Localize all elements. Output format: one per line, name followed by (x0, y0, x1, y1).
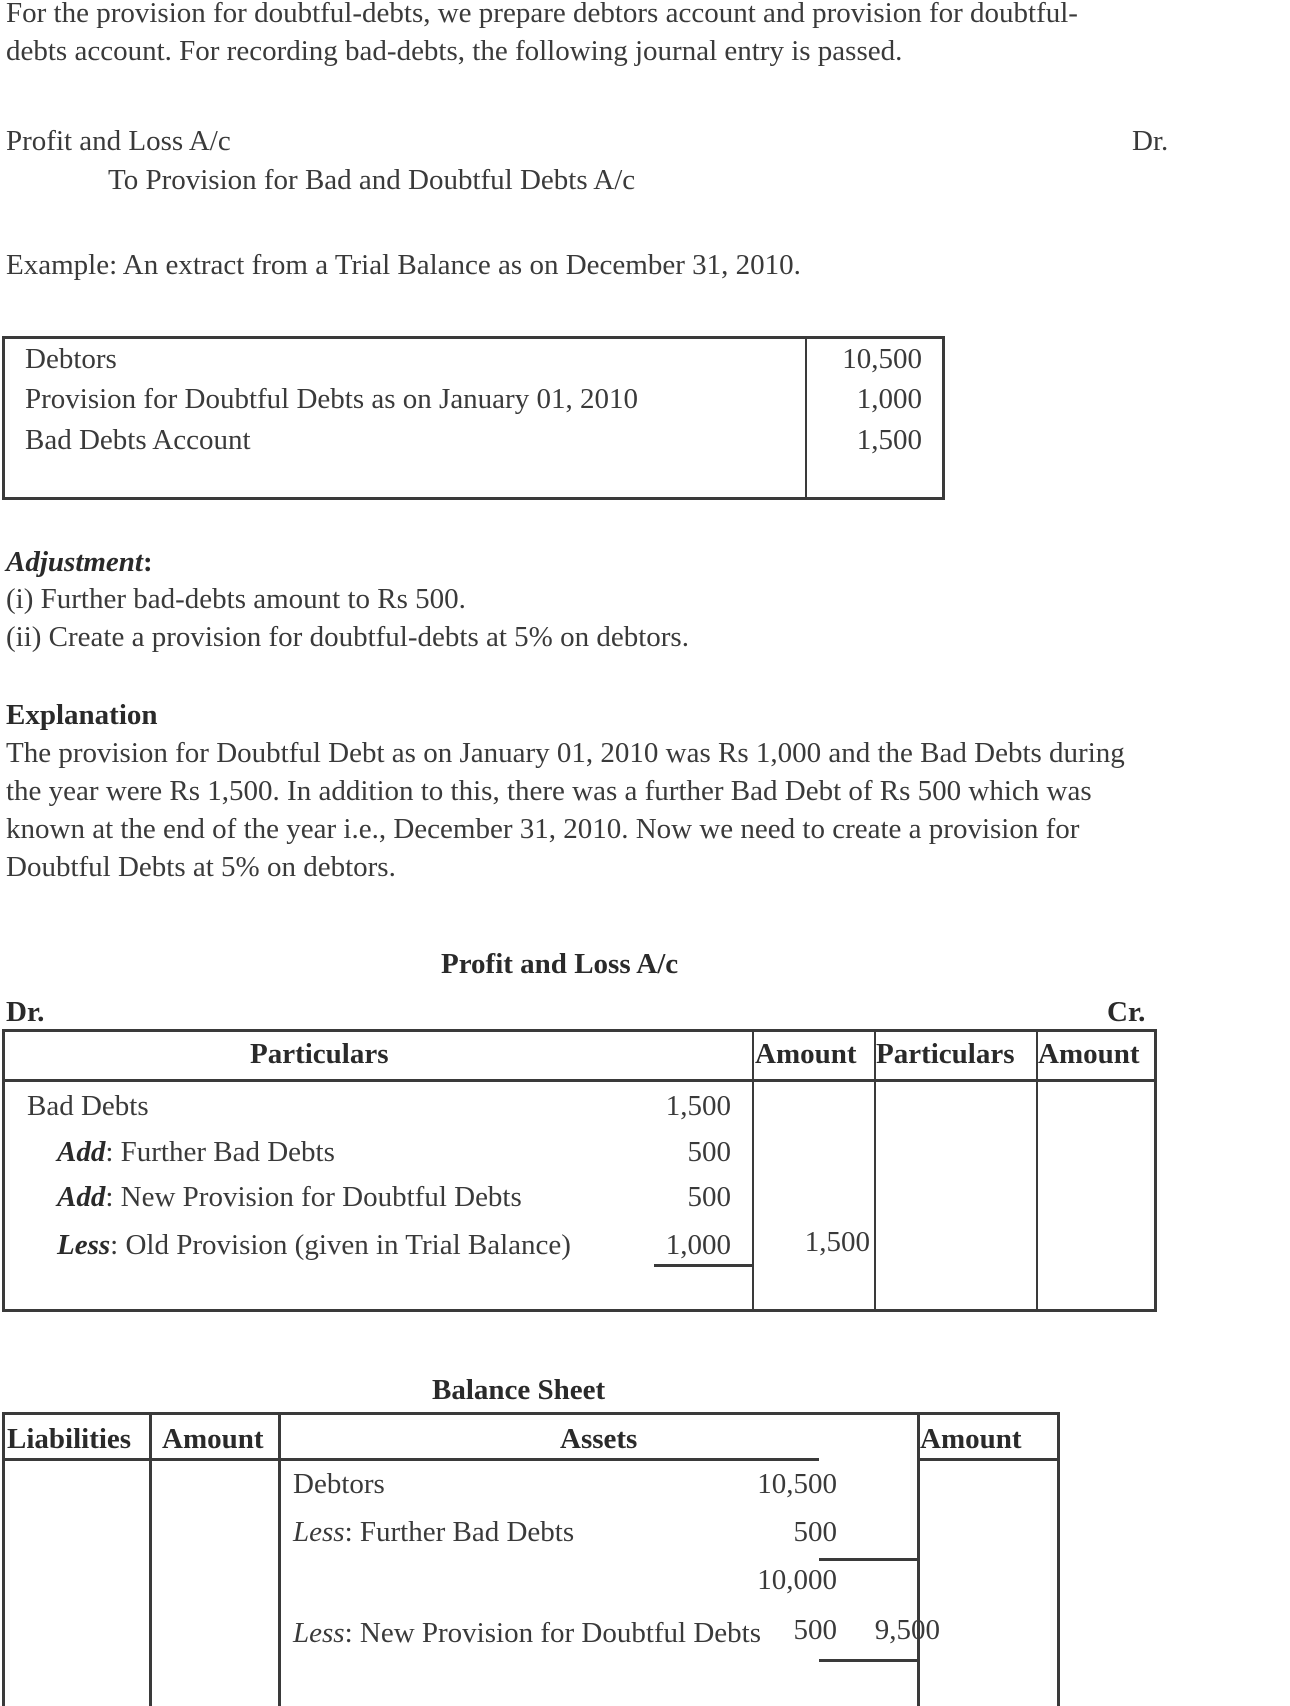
pl-row-text: : New Provision for Doubtful Debts (105, 1181, 522, 1213)
tb-label: Debtors (25, 343, 117, 375)
adjustment-colon: : (143, 546, 153, 578)
bs-row-label (293, 1516, 574, 1549)
bs-title: Balance Sheet (432, 1374, 606, 1406)
explanation-line: The provision for Doubtful Debt as on January 01, 2010 was Rs 1,000 and the Bad Debts during (6, 737, 1125, 769)
explanation-line: Doubtful Debts at 5% on debtors. (6, 851, 396, 883)
pl-total-amount: 1,500 (804, 1226, 870, 1258)
less-prefix: Less (57, 1229, 111, 1261)
tb-amount: 10,500 (842, 343, 922, 375)
pl-row-label (57, 1229, 571, 1262)
subtotal-underline (654, 1264, 752, 1267)
column-divider (1036, 1032, 1038, 1309)
pl-header-particulars: Particulars (250, 1038, 389, 1070)
bs-row-text: : Further Bad Debts (344, 1516, 575, 1548)
pl-header-amount-cr: Amount (1038, 1038, 1140, 1070)
journal-credit-account: To Provision for Bad and Doubtful Debts A/c (108, 164, 636, 196)
pl-row-label (57, 1181, 522, 1214)
bs-header-liabilities: Liabilities (7, 1423, 132, 1455)
balance-sheet-table (2, 1412, 1060, 1706)
pl-dr-label: Dr. (6, 996, 45, 1028)
pl-header-amount: Amount (755, 1038, 857, 1070)
tb-label: Bad Debts Account (25, 424, 251, 456)
tb-label: Provision for Doubtful Debts as on January 01, 2010 (25, 383, 638, 415)
bs-header-amount-liab: Amount (162, 1423, 264, 1455)
pl-title: Profit and Loss A/c (441, 948, 679, 980)
column-divider (805, 339, 807, 497)
explanation-line: known at the end of the year i.e., December 31, 2010. Now we need to create a provision for (6, 813, 1080, 845)
header-divider (5, 1458, 819, 1461)
column-divider (874, 1032, 876, 1309)
bs-row-amount: 500 (793, 1516, 837, 1548)
bs-row-amount: 10,500 (757, 1468, 837, 1500)
tb-amount: 1,000 (856, 383, 922, 415)
header-divider (5, 1079, 1154, 1082)
bs-row-label (293, 1617, 761, 1650)
profit-loss-table (2, 1029, 1157, 1312)
bs-row-amount: 500 (793, 1614, 837, 1646)
bs-row-amount: 10,000 (757, 1564, 837, 1596)
journal-debit-account: Profit and Loss A/c (6, 125, 231, 157)
add-prefix: Add (57, 1181, 106, 1213)
tb-amount: 1,500 (856, 424, 922, 456)
adjustment-item: (ii) Create a provision for doubtful-debts at 5% on debtors. (6, 621, 689, 653)
add-prefix: Add (57, 1136, 106, 1168)
pl-cr-label: Cr. (1107, 996, 1146, 1028)
explanation-heading: Explanation (6, 699, 158, 731)
explanation-line: the year were Rs 1,500. In addition to this, there was a further Bad Debt of Rs 500 which was (6, 775, 1092, 807)
subtotal-underline (819, 1558, 917, 1561)
journal-dr-marker: Dr. (1132, 125, 1169, 157)
pl-header-particulars-cr: Particulars (876, 1038, 1015, 1070)
pl-row-amount: 1,500 (665, 1090, 731, 1122)
header-divider (917, 1458, 1057, 1461)
example-caption: Example: An extract from a Trial Balance as on December 31, 2010. (6, 249, 801, 281)
column-divider (752, 1032, 754, 1309)
bs-row-text: : New Provision for Doubtful Debts (344, 1617, 762, 1649)
trial-balance-extract (2, 336, 945, 500)
pl-row-text: : Old Provision (given in Trial Balance) (110, 1229, 571, 1261)
bs-total-amount: 9,500 (874, 1614, 940, 1646)
bs-header-assets: Assets (560, 1423, 638, 1455)
adjustment-item: (i) Further bad-debts amount to Rs 500. (6, 583, 466, 615)
pl-row-label (57, 1136, 335, 1169)
pl-row-amount: 1,000 (665, 1229, 731, 1261)
less-prefix: Less (293, 1617, 345, 1649)
bs-header-amount-assets: Amount (920, 1423, 1022, 1455)
pl-row-amount: 500 (687, 1136, 731, 1168)
pl-row-label: Bad Debts (27, 1090, 149, 1122)
adjustment-heading-text: Adjustment (6, 546, 143, 578)
intro-line-1: For the provision for doubtful-debts, we prepare debtors account and provision for doubtful- (6, 0, 1078, 29)
bs-row-label: Debtors (293, 1468, 385, 1500)
subtotal-underline (819, 1659, 917, 1662)
less-prefix: Less (293, 1516, 345, 1548)
pl-row-text: : Further Bad Debts (105, 1136, 335, 1168)
intro-line-2: debts account. For recording bad-debts, the following journal entry is passed. (6, 35, 903, 67)
pl-row-amount: 500 (687, 1181, 731, 1213)
adjustment-heading (6, 543, 153, 581)
